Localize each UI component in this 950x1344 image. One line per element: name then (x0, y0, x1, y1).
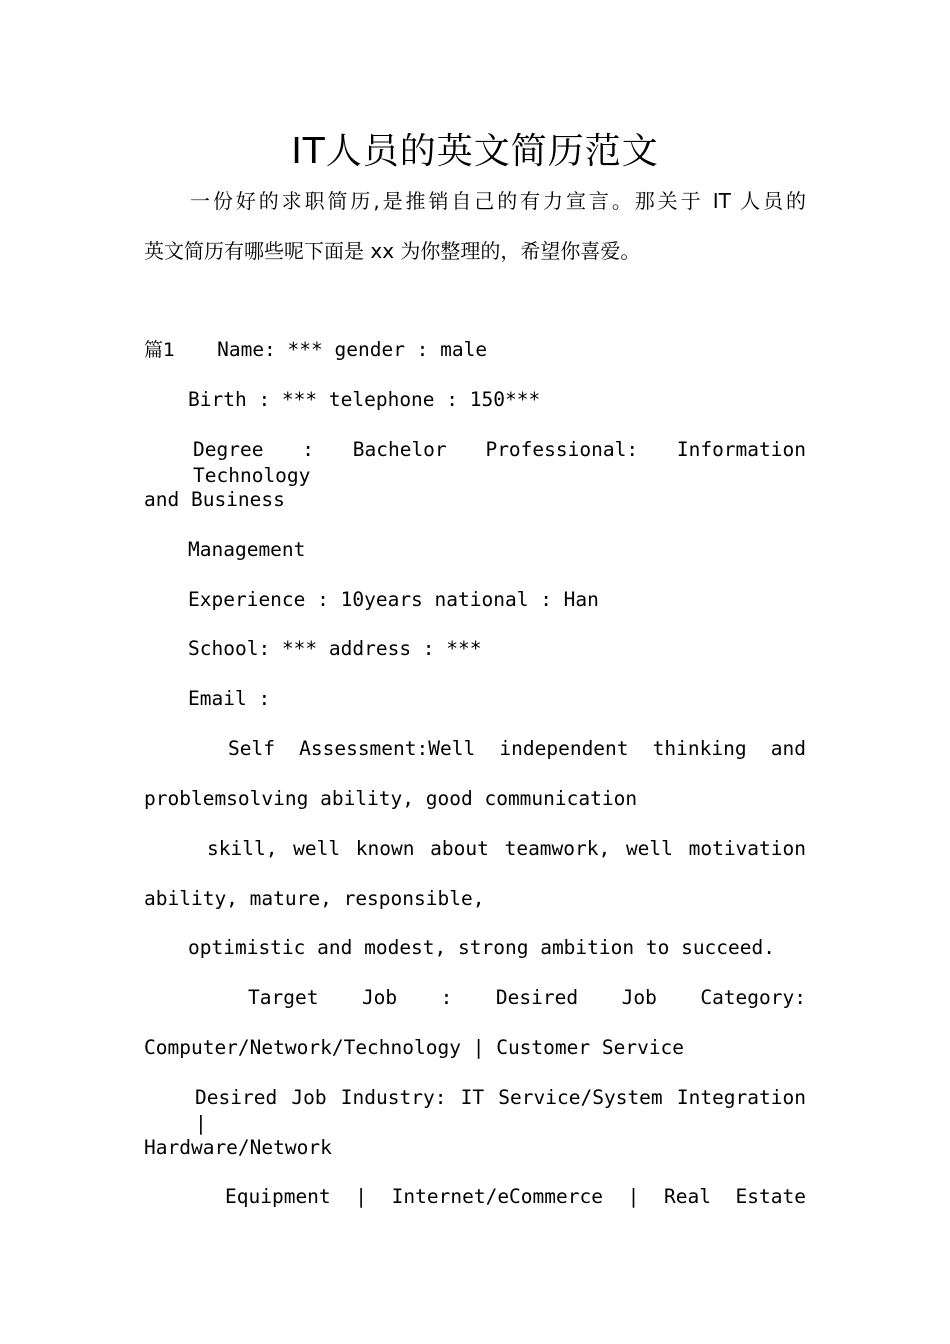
resume-line-optimistic: optimistic and modest, strong ambition to succeed. (188, 936, 775, 959)
resume-line-self-assessment-cont: problemsolving ability, good communication (144, 787, 638, 810)
resume-line-birth: Birth : *** telephone : 150*** (188, 388, 541, 411)
resume-line-equipment: Equipment | Internet/eCommerce | Real Estate (225, 1185, 806, 1208)
resume-line-name (144, 337, 487, 363)
resume-line-degree-cont: and Business (144, 488, 285, 511)
resume-line-desired-industry-cont: Hardware/Network (144, 1136, 332, 1159)
resume-line-degree: Degree : Bachelor Professional: Information Technology (193, 438, 806, 487)
resume-line-email: Email : (188, 687, 271, 710)
document-title: IT人员的英文简历范文 (291, 131, 659, 172)
resume-line-target-job-cont: Computer/Network/Technology | Customer Service (144, 1036, 685, 1059)
intro-line-1: 一份好的求职简历,是推销自己的有力宣言。那关于 IT 人员的 (190, 189, 806, 213)
resume-line-management: Management (188, 538, 306, 561)
resume-line-skill-cont: ability, mature, responsible, (144, 887, 485, 910)
resume-line-target-job: Target Job : Desired Job Category: (248, 986, 806, 1009)
resume-line-skill: skill, well known about teamwork, well motivation (207, 837, 806, 860)
resume-line-desired-industry: Desired Job Industry: IT Service/System Integration | (195, 1086, 806, 1135)
resume-line-school: School: *** address : *** (188, 637, 482, 660)
intro-line-2: 英文简历有哪些呢下面是 xx 为你整理的，希望你喜爱。 (144, 239, 641, 263)
resume-line-experience: Experience : 10years national : Han (188, 588, 599, 611)
section-label: 篇1 (144, 339, 176, 361)
resume-line-self-assessment: Self Assessment:Well independent thinking and (228, 737, 806, 760)
name-gender-text: Name: *** gender : male (217, 338, 488, 361)
